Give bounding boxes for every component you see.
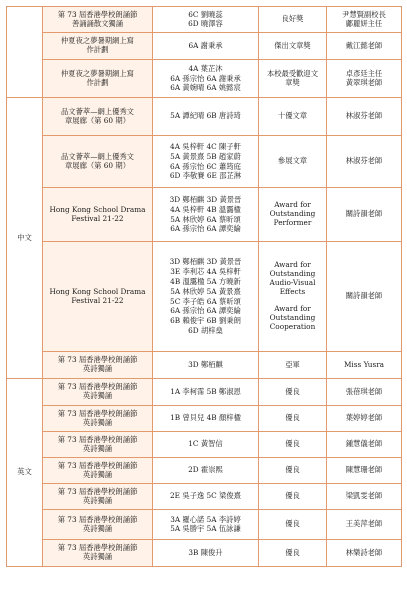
award-cell: 良好獎 [259, 7, 327, 33]
teacher-cell: 林樂詩老師 [327, 540, 402, 567]
table-row [7, 406, 402, 432]
students-cell: 4A 葉芷沐 6A 孫宗怡 6A 謝秉承 6A 黃婉晴 6A 姚懿宸 [153, 60, 259, 98]
teacher-cell: 關詩韻老師 [327, 242, 402, 352]
table-row [7, 136, 402, 188]
students-cell: 6A 謝秉承 [153, 33, 259, 60]
subject-cell: 英文 [7, 379, 43, 567]
students-cell: 4A 吳梓軒 4C 陳子軒 5A 黃景熹 5B 趙家蔚 6A 孫宗怡 6C 蕭筠庭 6D 李敬賽 6E 邵芷淋 [153, 136, 259, 188]
table-row [7, 432, 402, 458]
subject-cell-blank [7, 7, 43, 98]
students-cell: 2E 吳子逸 5C 梁俊熹 [153, 484, 259, 510]
teacher-cell: 張蓓琪老師 [327, 379, 402, 406]
event-cell: 第 73 屆香港學校朗誦節 英詩獨誦 [43, 540, 153, 567]
students-cell: 2D 霍崇熙 [153, 458, 259, 484]
table-row [7, 352, 402, 379]
students-cell: 1C 黃智信 [153, 432, 259, 458]
event-cell: 第 73 屆香港學校朗誦節 英詩獨誦 [43, 432, 153, 458]
students-cell: 3D 鄭栢麒 3D 黃景晉 4A 吳梓軒 4B 溫靄楹 5A 林欣婷 6A 蔡昕頌 6A 孫宗怡 6A 譚奕綸 [153, 188, 259, 242]
students-cell: 6C 劉曉蕊 6D 曉澤容 [153, 7, 259, 33]
award-cell: 亞軍 [259, 352, 327, 379]
table-row [7, 379, 402, 406]
award-cell: 十優文章 [259, 98, 327, 136]
award-cell: 優良 [259, 484, 327, 510]
award-cell: Award for Outstanding Performer [259, 188, 327, 242]
award-cell: 優良 [259, 458, 327, 484]
students-cell: 3A 羅心諾 5A 李詩婷 5A 吳勝宇 5A 伍詠謙 [153, 510, 259, 540]
table-row [7, 60, 402, 98]
subject-cell: 中文 [7, 98, 43, 379]
awards-table-body [7, 7, 402, 567]
event-cell: 品文薈萃—網上優秀文 章展廊（第 60 期） [43, 136, 153, 188]
teacher-cell: 鍾慧儀老師 [327, 432, 402, 458]
table-row [7, 33, 402, 60]
table-row [7, 540, 402, 567]
event-cell: 第 73 屆香港學校朗誦節 英詩獨誦 [43, 458, 153, 484]
award-cell: Award for Outstanding Audio-Visual Effects Award for Outstanding Cooperation [259, 242, 327, 352]
table-row [7, 242, 402, 352]
teacher-cell: 梁凱雯老師 [327, 484, 402, 510]
teacher-cell: 關詩韻老師 [327, 188, 402, 242]
table-row [7, 458, 402, 484]
table-row [7, 510, 402, 540]
award-cell: 優良 [259, 432, 327, 458]
table-row [7, 484, 402, 510]
teacher-cell: 葉婷婷老師 [327, 406, 402, 432]
teacher-cell: 王美萍老師 [327, 510, 402, 540]
event-cell: 第 73 屆香港學校朗誦節 英詩獨誦 [43, 510, 153, 540]
award-cell: 參展文章 [259, 136, 327, 188]
teacher-cell: 林淑芬老師 [327, 98, 402, 136]
awards-table [6, 6, 402, 567]
students-cell: 3B 陳俊升 [153, 540, 259, 567]
table-row [7, 98, 402, 136]
award-cell: 傑出文章獎 [259, 33, 327, 60]
teacher-cell: Miss Yusra [327, 352, 402, 379]
teacher-cell: 陳慧珊老師 [327, 458, 402, 484]
students-cell: 1A 李柯霈 5B 鄭淑恩 [153, 379, 259, 406]
event-cell: Hong Kong School Drama Festival 21-22 [43, 242, 153, 352]
event-cell: 第 73 屆香港學校朗誦節 善誦誦散文獨誦 [43, 7, 153, 33]
students-cell: 3D 鄭栢麒 3D 黃景晉 3E 李利芯 4A 吳梓軒 4B 溫靄楹 5A 方曉新 5A 林欣婷 5A 黃景熹 5C 李子皓 6A 蔡昕頌 6A 孫宗怡 6A 譚奕綸 6B 賴俊宇 6B 劉秉朗 6D 胡梓燊 [153, 242, 259, 352]
event-cell: 仲夏夜之夢暑期網上寫 作計劃 [43, 33, 153, 60]
event-cell: 仲夏夜之夢暑期網上寫 作計劃 [43, 60, 153, 98]
award-cell: 優良 [259, 540, 327, 567]
award-cell: 本校最受歡迎文 章獎 [259, 60, 327, 98]
award-cell: 優良 [259, 406, 327, 432]
award-cell: 優良 [259, 510, 327, 540]
students-cell: 3D 鄭栢麒 [153, 352, 259, 379]
teacher-cell: 戴江懿老師 [327, 33, 402, 60]
table-row [7, 7, 402, 33]
event-cell: 第 73 屆香港學校朗誦節 英詩獨誦 [43, 352, 153, 379]
table-row [7, 188, 402, 242]
event-cell: 第 73 屆香港學校朗誦節 英詩獨誦 [43, 379, 153, 406]
event-cell: 第 73 屆香港學校朗誦節 英詩獨誦 [43, 484, 153, 510]
teacher-cell: 尹慧賢副校長 鄺麗妍主任 [327, 7, 402, 33]
students-cell: 5A 譚紀晴 6B 唐詩琦 [153, 98, 259, 136]
teacher-cell: 林淑芬老師 [327, 136, 402, 188]
event-cell: 品文薈萃—網上優秀文 章展廊（第 60 期） [43, 98, 153, 136]
teacher-cell: 卓彥廷主任 黃翠琪老師 [327, 60, 402, 98]
event-cell: 第 73 屆香港學校朗誦節 英詩獨誦 [43, 406, 153, 432]
students-cell: 1B 曾貝兒 4B 顏梓楹 [153, 406, 259, 432]
award-cell: 優良 [259, 379, 327, 406]
event-cell: Hong Kong School Drama Festival 21-22 [43, 188, 153, 242]
